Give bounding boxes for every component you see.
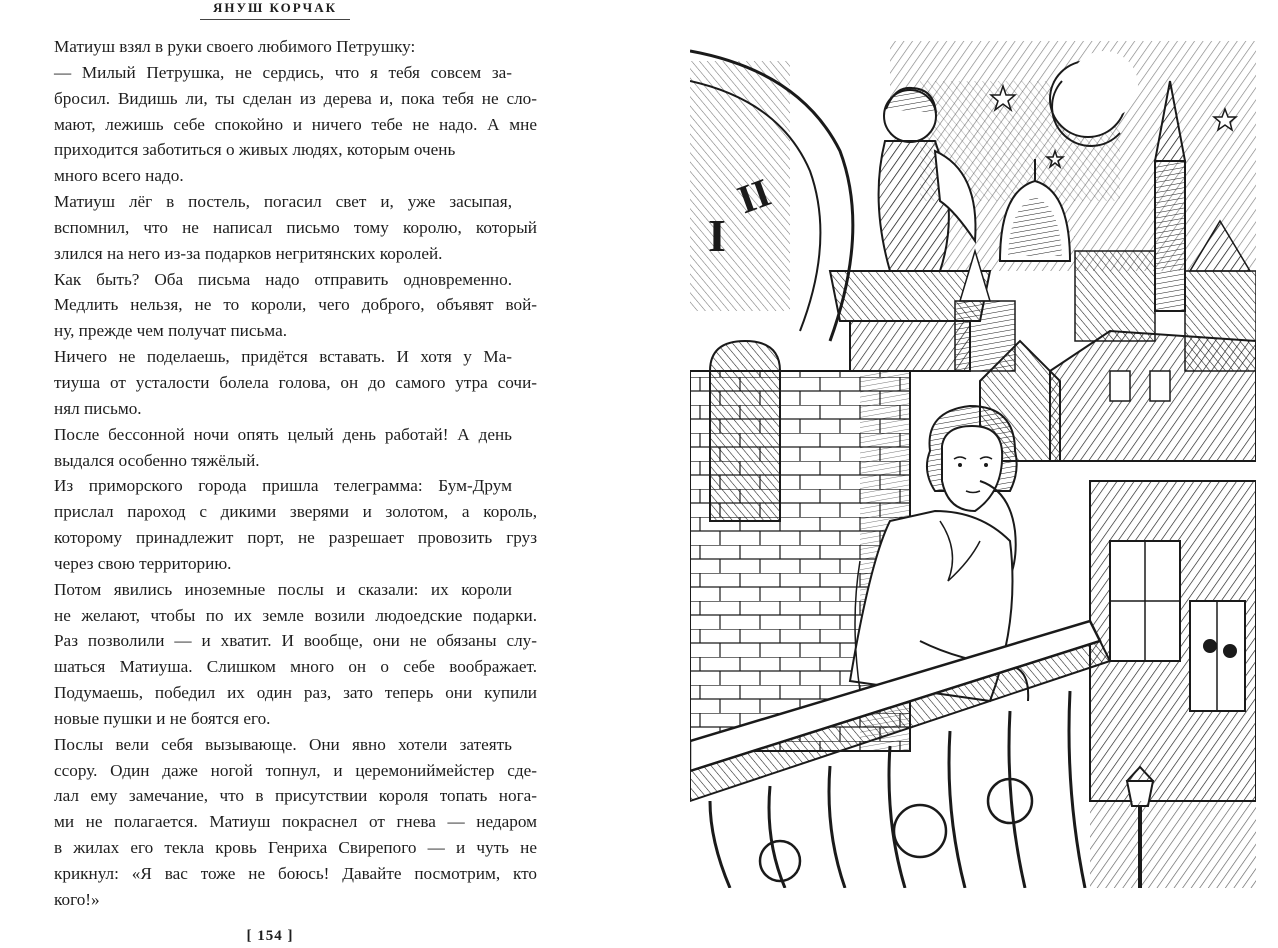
running-head: ЯНУШ КОРЧАК <box>212 0 338 15</box>
rooftops <box>980 331 1256 461</box>
text-line: не желают, чтобы по их земле возили людоедские подарки. <box>54 605 537 625</box>
text-line: которому принадлежит порт, не разрешает провозить груз <box>54 528 537 548</box>
text-line: лал ему замечание, что в присутствии короля топать нога- <box>54 786 537 806</box>
text-line: ми не полагается. Матиуш покраснел от гнева — недаром <box>54 812 537 832</box>
foreground-hatching <box>1090 801 1256 888</box>
text-line: — Милый Петрушка, не сердись, что я тебя совсем за- <box>54 62 512 82</box>
text-line: Потом явились иноземные послы и сказали: их короли <box>54 579 512 599</box>
text-line: Подумаешь, победил их один раз, зато теперь они купили <box>54 683 537 703</box>
text-line: бросил. Видишь ли, ты сделан из дерева и, пока тебя не сло- <box>54 88 537 108</box>
text-line: Как быть? Оба письма надо отправить одновременно. <box>54 269 512 289</box>
right-building <box>1090 481 1256 801</box>
paragraph <box>29 60 537 189</box>
illustration-boy-on-balcony <box>690 41 1256 888</box>
text-line: ссору. Один даже ногой топнул, и церемониймейстер сде- <box>54 760 537 780</box>
text-line: мают, лежишь себе спокойно и ничего тебе не надо. А мне <box>54 114 537 134</box>
text-line: через свою территорию. <box>54 553 232 573</box>
text-line: крикнул: «Я вас тоже не боюсь! Давайте посмотрим, кто <box>54 864 537 883</box>
text-line: новые пушки и не боятся его. <box>54 708 271 728</box>
paragraph <box>29 732 537 913</box>
text-line: тиуша от усталости болела голова, он до самого утра сочи- <box>54 372 537 392</box>
text-line: приходится заботиться о живых людях, которым очень <box>54 140 456 160</box>
text-line: кого!» <box>54 889 100 909</box>
text-line: Ничего не поделаешь, придётся вставать. И хотя у Ма- <box>54 347 512 367</box>
paragraph <box>29 34 537 60</box>
paragraph <box>29 422 537 474</box>
text-line: Матиуш взял в руки своего любимого Петрушку: <box>54 37 416 56</box>
text-line: выдался особенно тяжёлый. <box>54 450 260 470</box>
running-head-rule <box>200 19 350 20</box>
text-line: Из приморского города пришла телеграмма: Бум-Друм <box>54 476 512 496</box>
text-line: Раз позволили — и хватит. И вообще, они не обязаны слу- <box>54 631 537 651</box>
text-line: Матиуш лёг в постель, погасил свет и, уже засыпая, <box>54 192 512 212</box>
text-line: злился на него из-за подарков негритянских королей. <box>54 243 443 263</box>
text-line: вспомнил, что не написал письмо тому королю, который <box>54 217 537 237</box>
text-line: нял письмо. <box>54 398 142 418</box>
text-line: Медлить нельзя, не то короли, чего доброго, объявят вой- <box>54 295 537 315</box>
text-line: много всего надо. <box>54 166 184 186</box>
text-line: прислал пароход с дикими зверями и золотом, а король, <box>54 502 537 522</box>
text-line: в жилах его текла кровь Генриха Свирепого — и чуть не <box>54 838 537 858</box>
illustration-drawing <box>690 41 1256 888</box>
svg-text:I: I <box>708 210 726 261</box>
text-line: После бессонной ночи опять целый день работай! А день <box>54 424 512 444</box>
paragraph <box>29 344 537 422</box>
page-number: [ 154 ] <box>246 928 294 944</box>
text-line: ну, прежде чем получат письма. <box>54 321 287 341</box>
svg-text:II: II <box>731 169 777 223</box>
paragraph <box>29 189 537 267</box>
text-line: шаться Матиуша. Слишком много он о себе воображает. <box>54 657 537 677</box>
text-line: Послы вели себя вызывающе. Они явно хотели затеять <box>54 734 512 754</box>
paragraph <box>29 267 537 345</box>
paragraph <box>29 473 537 576</box>
paragraph <box>29 577 537 732</box>
body-text <box>29 34 537 913</box>
